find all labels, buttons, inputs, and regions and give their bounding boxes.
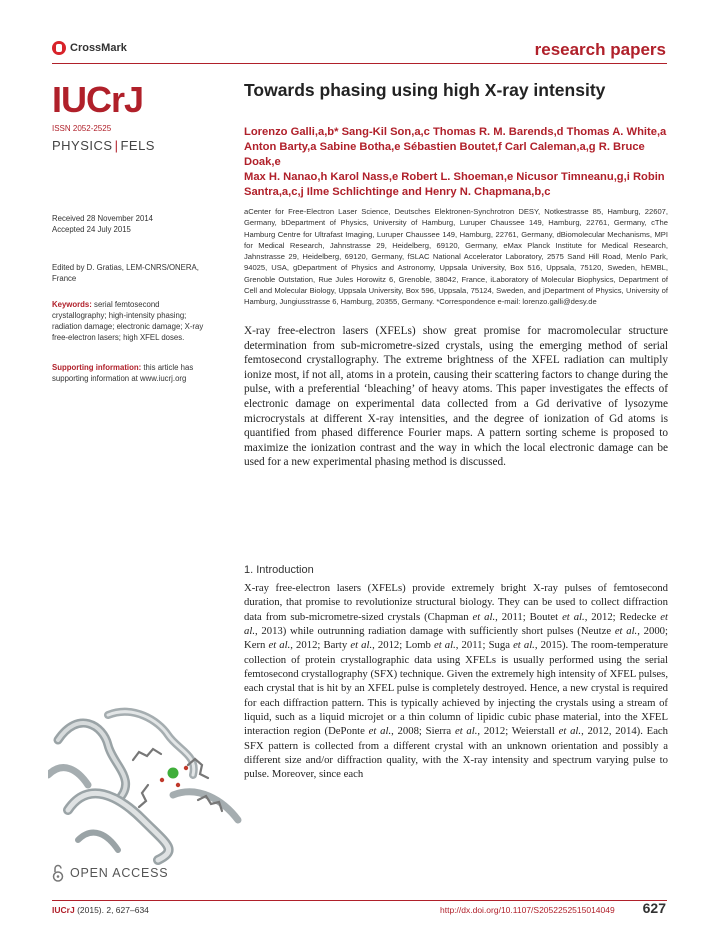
editor-note: Edited by D. Gratias, LEM-CNRS/ONERA, France [52,263,199,283]
et-al-italic: et al. [472,610,496,623]
et-al-italic: et al. [558,725,582,738]
author-line: Santra,a,c,j Ilme Schlichtinge and Henry N. Chapmana,b,c [244,186,551,198]
footer-citation-text: (2015). 2, 627–634 [77,905,149,915]
et-al-italic: et al. [513,639,535,652]
received-date: Received 28 November 2014 [52,214,153,223]
issn: ISSN 2052-2525 [52,124,112,133]
author-list [244,125,668,200]
keywords-text: serial femtosecond crystallography; high-intensity phasing; radiation damage; electronic damage; X-ray free-electron lasers; high XFEL doses. [52,300,204,342]
et-al-italic: et al. [244,610,668,638]
accepted-date: Accepted 24 July 2015 [52,225,131,234]
footer-divider [52,900,667,901]
author-line: Lorenzo Galli,a,b* Sang-Kil Son,a,c Thomas R. M. Barends,d Thomas A. White,a [244,126,667,138]
et-al-italic: et al. [562,610,585,623]
header-divider [52,63,667,64]
et-al-italic: et al. [268,639,291,652]
crossmark-icon [52,41,66,55]
section-separator: | [114,138,119,153]
journal-logo: IUCrJ [52,79,144,120]
open-access-label: OPEN ACCESS [70,866,169,880]
article-dates [52,213,204,235]
protein-structure-image [48,700,248,865]
abstract: X-ray free-electron lasers (XFELs) show great promise for macromolecular structure determination from sub-micrometre-sized crystals, using the emerging method of serial femtosecond crystallography. The extreme brightness of the XFEL radiation can multiply ionize most, if not all, atoms in a protein, causing their scattering factors to change during the pulse, with a preferential ‘bleaching’ of heavy atoms. This paper investigates the effects of electronic damage on experimental data collected from a Gd derivative of lysozyme microcrystals at different X-ray intensities, and the degree of ionization of Gd atoms is quantified from phased difference Fourier maps. A pattern sorting scheme is proposed to maximize the ionization contrast and the way in which the local electronic damage can be used for a new experimental phasing method is discussed. [244,325,668,469]
journal-section [52,138,155,153]
supporting-text: this article has supporting information at www.iucrj.org [52,363,194,383]
doi-link[interactable]: http://dx.doi.org/10.1107/S2052252515014049 [440,905,615,915]
open-access-lock-icon [52,864,64,882]
crossmark-badge[interactable] [52,41,127,55]
supporting-label: Supporting information: [52,363,142,372]
et-al-italic: et al. [368,725,392,738]
crossmark-label: CrossMark [70,42,127,54]
author-line: Max H. Nanao,h Karol Nass,e Robert L. Shoeman,e Nicusor Timneanu,g,i Robin [244,171,665,183]
keywords [52,299,204,343]
journal-section-left: PHYSICS [52,138,113,153]
supporting-info [52,362,204,384]
journal-section-right: FELS [120,138,155,153]
et-al-italic: et al. [454,725,478,738]
affiliations: aCenter for Free-Electron Laser Science, Deutsches Elektronen-Synchrotron DESY, Notkestrasse 85, Hamburg, 22607, Germany, bDepartment of Physics, University of Hamburg, Luruper Chaussee 149, Hamburg, 22761, Germany, cThe Hamburg Centre for Ultrafast Imaging, Luruper Chaussee 149, Hamburg, 22761, Germany, dBiomolecular Mechanisms, MPI for Medical Research, Jahnstrasse 29, Heidelberg, 69120, Germany, eMax Planck Institute for Medical Research, Jahnstrasse 29, Heidelberg, 69120, Germany, fSLAC National Accelerator Laboratory, 2575 Sand Hill Road, Menlo Park, 94025, USA, gDepartment of Physics and Astronomy, Uppsala University, Box 516, Uppsala, 75120, Sweden, hEMBL, Grenoble Outstation, Rue Jules Horowitz 6, Grenoble, 38042, France, iLaboratory of Molecular Biophysics, Department of Cell and Molecular Biology, Uppsala University, Box 596, Uppsala, 75124, Sweden, and jDepartment of Physics, University of Hamburg, Jungiusstrasse 6, Hamburg, 20355, Germany. *Correspondence e-mail: lorenzo.galli@desy.de [244,207,668,307]
open-access-badge [52,864,168,882]
footer-journal: IUCrJ [52,905,75,915]
author-line: Anton Barty,a Sabine Botha,e Sébastien Boutet,f Carl Caleman,a,g R. Bruce Doak,e [244,141,645,168]
page-number: 627 [642,900,666,916]
keywords-label: Keywords: [52,300,92,309]
et-al-italic: et al. [614,625,638,638]
intro-heading: 1. Introduction [244,564,314,576]
section-label: research papers [534,40,666,59]
et-al-italic: et al. [350,639,373,652]
et-al-italic: et al. [433,639,456,652]
intro-body: X-ray free-electron lasers (XFELs) provide extremely bright X-ray pulses of femtosecond duration, that promise to revolutionize structural biology. They can be used to collect diffraction data from sub-micrometre-sized crystals (Chapman et al., 2011; Boutet et al., 2012; Redecke et al., 2013) while outrunning radiation damage with sufficiently short pulses (Neutze et al., 2000; Kern et al., 2012; Barty et al., 2012; Lomb et al., 2011; Suga et al., 2015). The room-temperature collection of protein crystallographic data using XFELs is usually performed using the serial femtosecond crystallography (SFX) technique. Given the extremely high intensity of XFEL pulses, each crystal that is hit by an XFEL pulse is completely destroyed. Hence, a new crystal is required for each diffraction pattern. This is typically achieved by injecting the crystals using a stream of liquid, such as a liquid microjet or a thin column of lipidic cubic phase material, into the XFEL interaction region (DePonte et al., 2008; Sierra et al., 2012; Weierstall et al., 2012, 2014). Each SFX pattern is collected from a different crystal with an unknown orientation and possibly a different size and/or diffraction quality, with the X-ray intensity and spectrum varying pulse to pulse. Moreover, since each [244,582,669,781]
article-title: Towards phasing using high X-ray intensity [244,80,606,100]
footer-citation [52,905,149,915]
